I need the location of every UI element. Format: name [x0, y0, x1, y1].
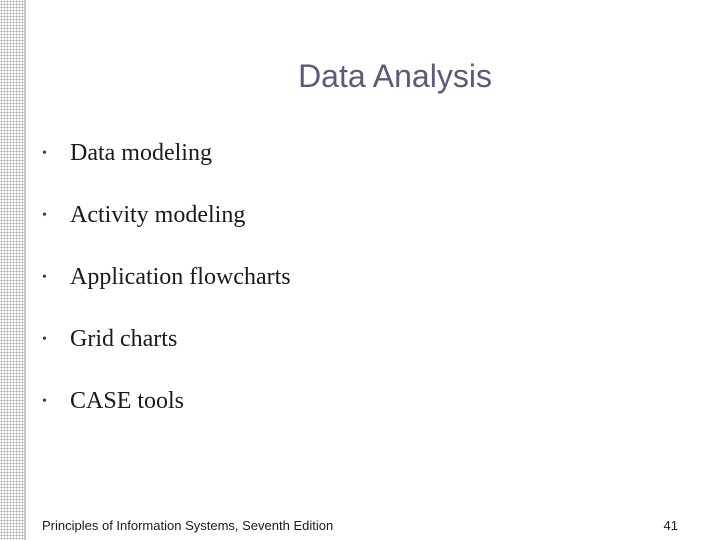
- bullet-text: Application flowcharts: [70, 264, 291, 290]
- bullet-text: CASE tools: [70, 388, 185, 414]
- bullet-icon: •: [42, 269, 47, 285]
- bullet-icon: •: [42, 207, 47, 223]
- bullet-text: Grid charts: [70, 326, 178, 352]
- bullet-icon: •: [42, 393, 47, 409]
- bullet-list: [42, 135, 291, 445]
- bullet-text: Data modeling: [70, 140, 212, 166]
- footer-source: Principles of Information Systems, Seventh Edition: [42, 518, 334, 533]
- bullet-icon: •: [42, 145, 47, 161]
- bullet-item: [42, 259, 291, 296]
- bullet-item: [42, 383, 291, 420]
- dotted-border-decoration: [0, 0, 24, 540]
- slide-title: Data Analysis: [298, 58, 492, 94]
- bullet-icon: •: [42, 331, 47, 347]
- page-number: 41: [663, 518, 678, 533]
- bullet-item: [42, 321, 291, 358]
- bullet-item: [42, 197, 291, 234]
- bullet-item: [42, 135, 291, 172]
- bullet-text: Activity modeling: [70, 202, 246, 228]
